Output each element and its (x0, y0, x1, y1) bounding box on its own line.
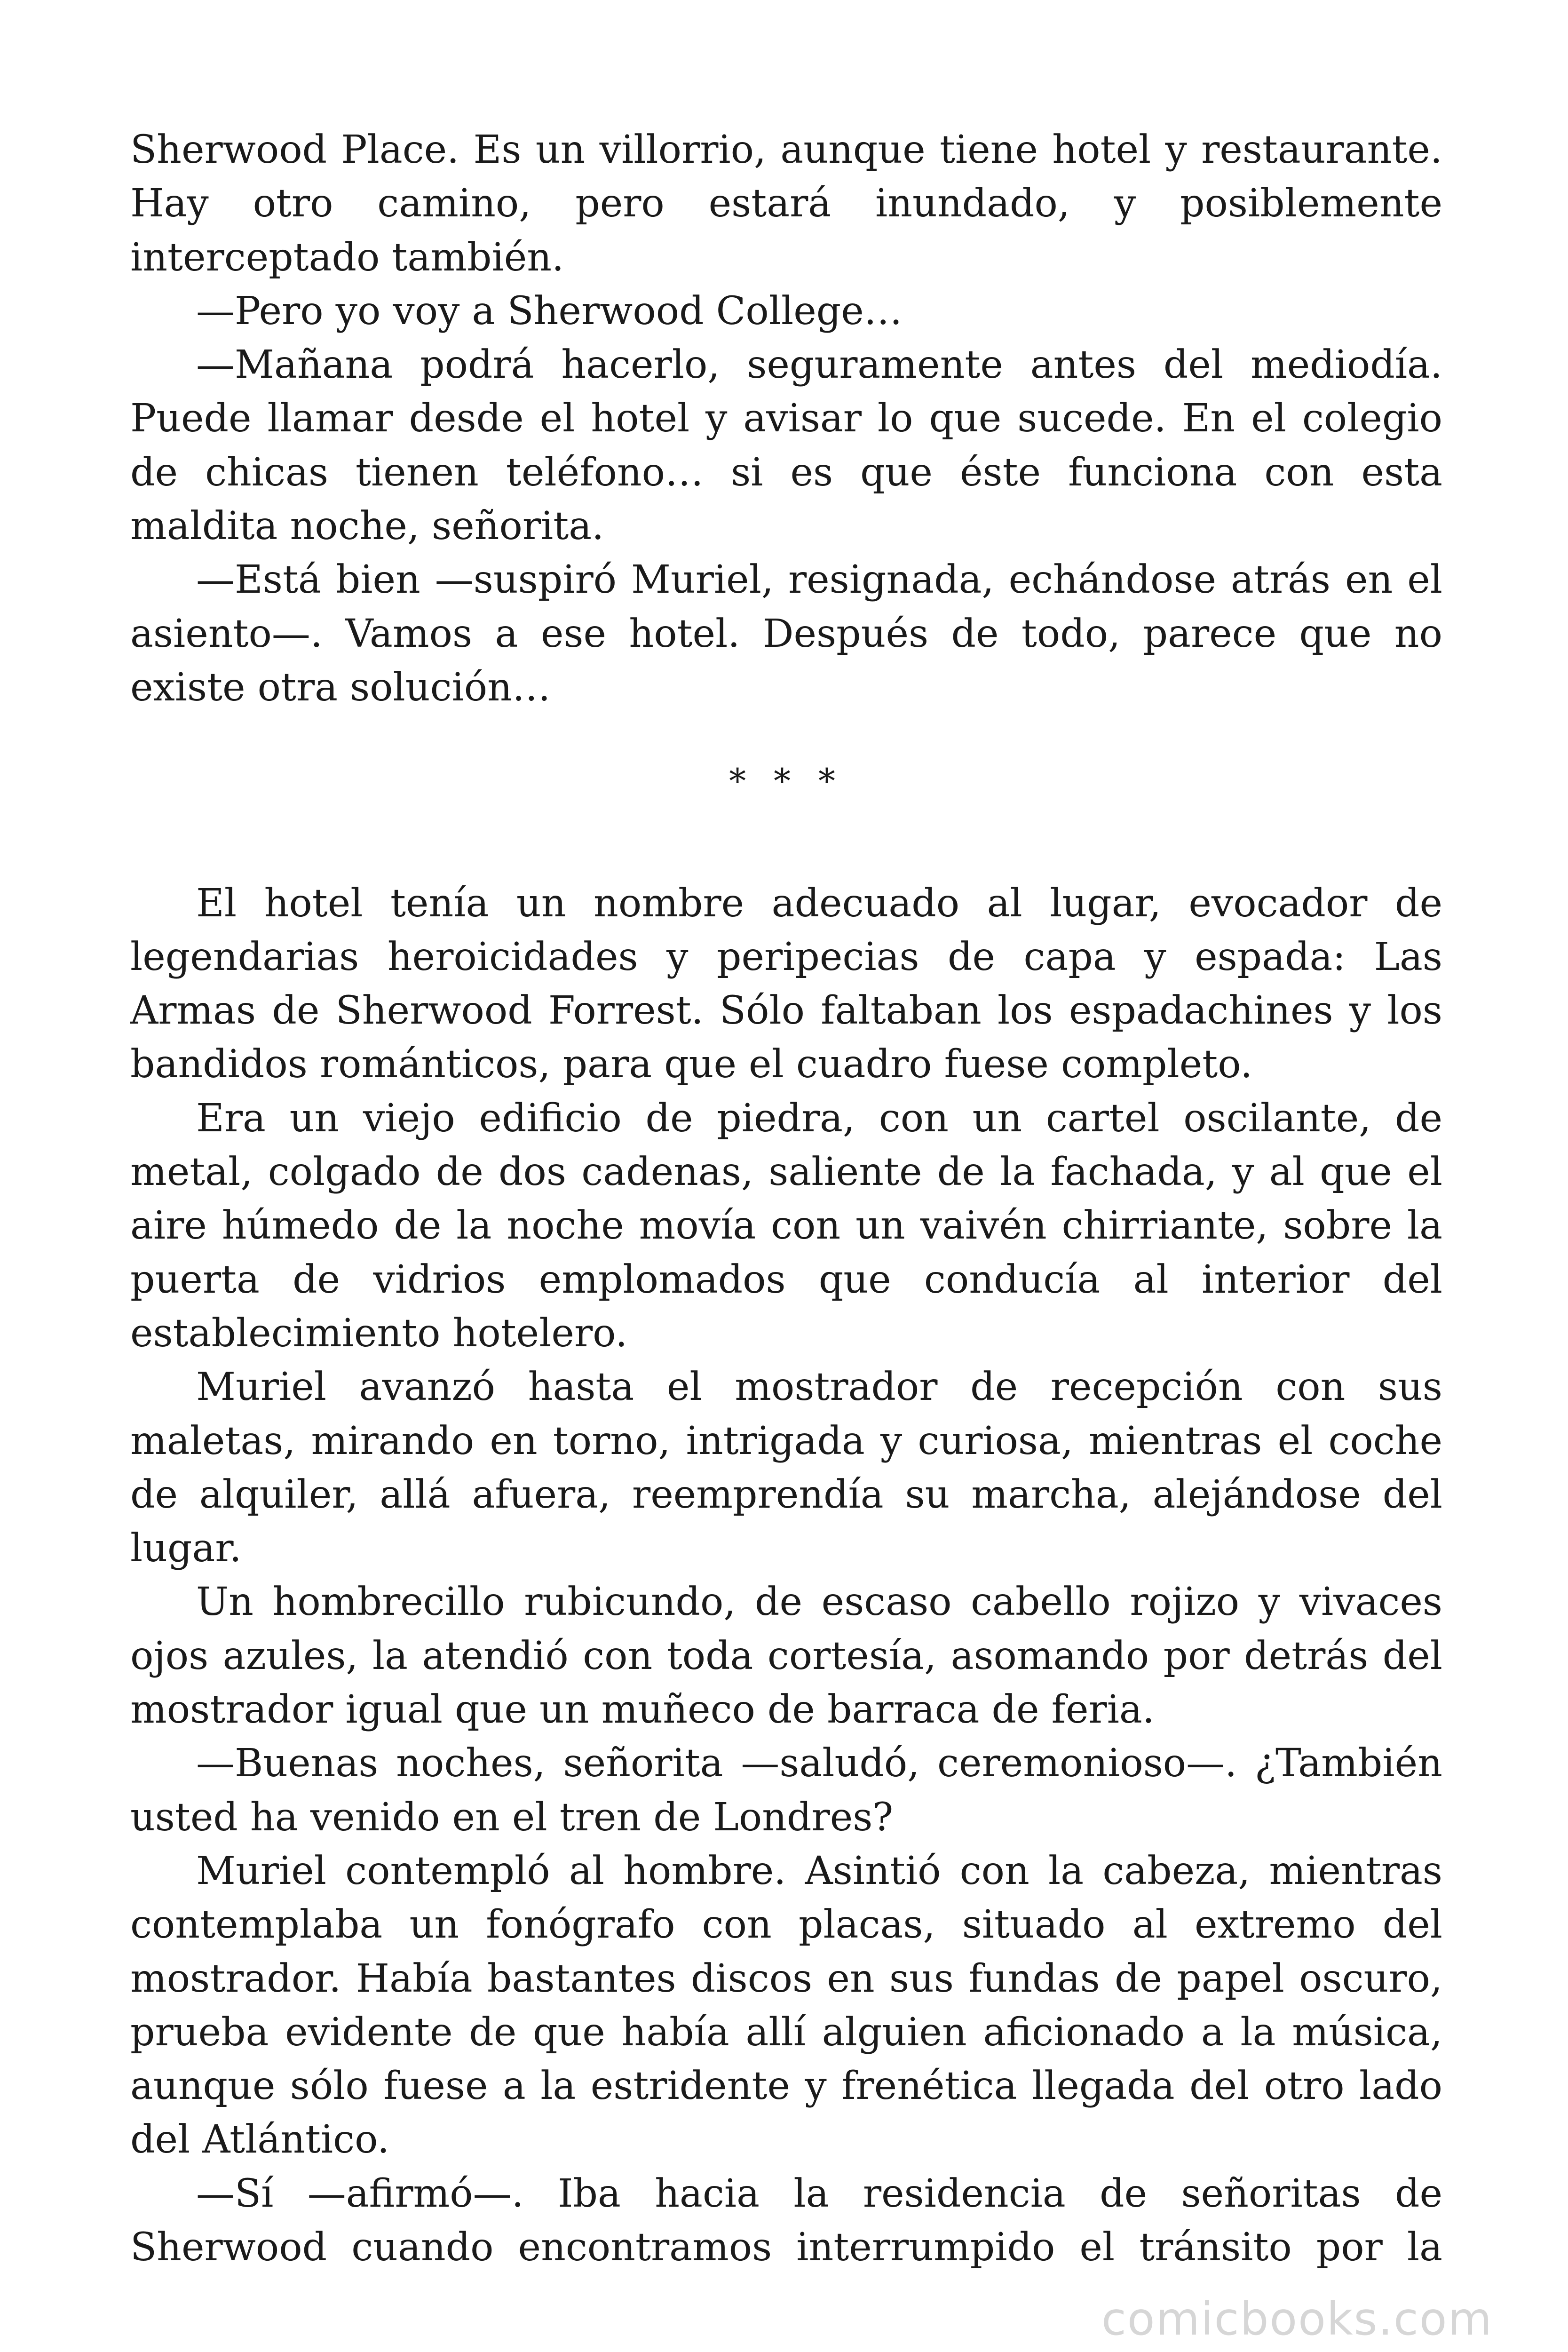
paragraph: —Mañana podrá hacerlo, seguramente antes del mediodía. Puede llamar desde el hotel y avisar lo que sucede. En el colegio de chicas tienen teléfono… si es que éste funciona con esta maldita noche, señorita. (130, 342, 1442, 549)
paragraph: Era un viejo edificio de piedra, con un cartel oscilante, de metal, colgado de dos cadenas, saliente de la fachada, y al que el aire húmedo de la noche movía con un vaivén chirriante, sobre la puerta de vidrios emplomados que conducía al interior del establecimiento hotelero. (130, 1096, 1442, 1356)
paragraph: Un hombrecillo rubicundo, de escaso cabello rojizo y vivaces ojos azules, la atendió con toda cortesía, asomando por detrás del mostrador igual que un muñeco de barraca de feria. (130, 1580, 1442, 1732)
paragraph: —Está bien —suspiró Muriel, resignada, echándose atrás en el asiento—. Vamos a ese hotel. Después de todo, parece que no existe otra solución… (130, 557, 1442, 710)
page-text (130, 123, 1442, 2274)
paragraph: Muriel contempló al hombre. Asintió con la cabeza, mientras contemplaba un fonógrafo con placas, situado al extremo del mostrador. Había bastantes discos en sus fundas de papel oscuro, prueba evidente de que había allí alguien aficionado a la música, aunque sólo fuese a la estridente y frenética llegada del otro lado del Atlántico. (130, 1848, 1442, 2162)
paragraph: —Sí —afirmó—. Iba hacia la residencia de señoritas de Sherwood cuando encontramos interrumpido el tránsito por la (130, 2171, 1442, 2270)
paragraph: Sherwood Place. Es un villorrio, aunque tiene hotel y restaurante. Hay otro camino, pero estará inundado, y posiblemente interceptado también. (130, 127, 1442, 280)
paragraph: Muriel avanzó hasta el mostrador de recepción con sus maletas, mirando en torno, intrigada y curiosa, mientras el coche de alquiler, allá afuera, reemprendía su marcha, alejándose del lugar. (130, 1365, 1442, 1571)
paragraph: —Pero yo voy a Sherwood College… (196, 288, 903, 334)
paragraph: El hotel tenía un nombre adecuado al lugar, evocador de legendarias heroicidades y peripecias de capa y espada: Las Armas de Sherwood Forrest. Sólo faltaban los espadachines y los bandidos románticos, para que el cuadro fuese completo. (130, 881, 1442, 1087)
watermark: comicbooks.com (1101, 2293, 1493, 2345)
paragraph: —Buenas noches, señorita —saludó, ceremonioso—. ¿También usted ha venido en el tren de Londres? (130, 1741, 1442, 1840)
section-separator: * * * (729, 761, 844, 801)
